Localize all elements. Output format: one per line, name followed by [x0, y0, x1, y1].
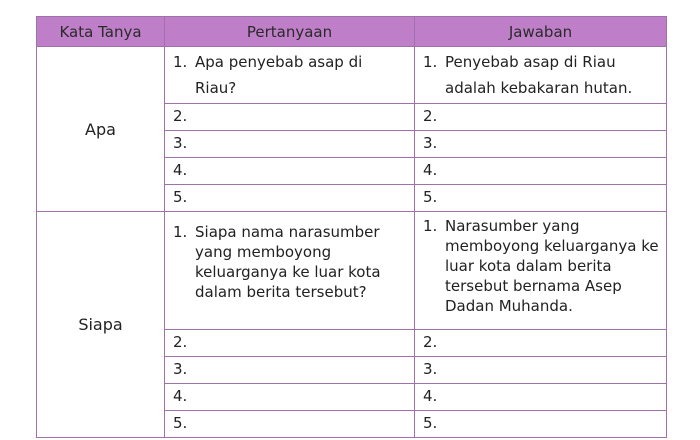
answer-cell[interactable] [415, 411, 667, 438]
answer-number: 1. [423, 53, 438, 71]
question-cell[interactable] [165, 47, 415, 104]
answer-cell[interactable] [415, 212, 667, 330]
question-cell[interactable] [165, 158, 415, 185]
question-number: 4. [173, 387, 188, 405]
worksheet-table-wrapper [36, 16, 667, 438]
question-number: 3. [173, 360, 188, 378]
answer-number: 4. [423, 387, 438, 405]
kata-tanya-apa: Apa [37, 47, 165, 212]
header-jawaban: Jawaban [415, 17, 667, 47]
answer-cell[interactable] [415, 47, 667, 104]
kata-tanya-siapa: Siapa [37, 212, 165, 438]
answer-number: 3. [423, 134, 438, 152]
question-number: 2. [173, 333, 188, 351]
question-number: 5. [173, 414, 188, 432]
question-cell[interactable] [165, 131, 415, 158]
answer-text: Narasumber yang memboyong keluarganya ke luar kota dalam berita tersebut bernama Asep Dadan Muhanda. [445, 217, 659, 315]
question-number: 3. [173, 134, 188, 152]
question-number: 4. [173, 161, 188, 179]
question-number: 2. [173, 107, 188, 125]
question-cell[interactable] [165, 330, 415, 357]
table-row [37, 47, 667, 104]
answer-number: 2. [423, 107, 438, 125]
question-cell[interactable] [165, 384, 415, 411]
table-header-row [37, 17, 667, 47]
answer-cell[interactable] [415, 104, 667, 131]
answer-number: 1. [423, 217, 438, 235]
question-cell[interactable] [165, 212, 415, 330]
answer-cell[interactable] [415, 158, 667, 185]
answer-number: 4. [423, 161, 438, 179]
answer-number: 5. [423, 188, 438, 206]
question-number: 5. [173, 188, 188, 206]
question-cell[interactable] [165, 357, 415, 384]
header-pertanyaan: Pertanyaan [165, 17, 415, 47]
question-number: 1. [173, 223, 188, 241]
question-cell[interactable] [165, 104, 415, 131]
answer-cell[interactable] [415, 131, 667, 158]
answer-number: 5. [423, 414, 438, 432]
answer-number: 2. [423, 333, 438, 351]
table-row [37, 212, 667, 330]
question-cell[interactable] [165, 185, 415, 212]
answer-cell[interactable] [415, 357, 667, 384]
question-text: Siapa nama narasumber yang memboyong keluarganya ke luar kota dalam berita tersebut? [195, 223, 381, 301]
answer-number: 3. [423, 360, 438, 378]
question-table [36, 16, 667, 438]
answer-text: Penyebab asap di Riau adalah kebakaran hutan. [445, 53, 633, 97]
question-text: Apa penyebab asap di Riau? [195, 53, 363, 97]
question-cell[interactable] [165, 411, 415, 438]
header-kata-tanya: Kata Tanya [37, 17, 165, 47]
answer-cell[interactable] [415, 384, 667, 411]
answer-cell[interactable] [415, 330, 667, 357]
question-number: 1. [173, 53, 188, 71]
answer-cell[interactable] [415, 185, 667, 212]
